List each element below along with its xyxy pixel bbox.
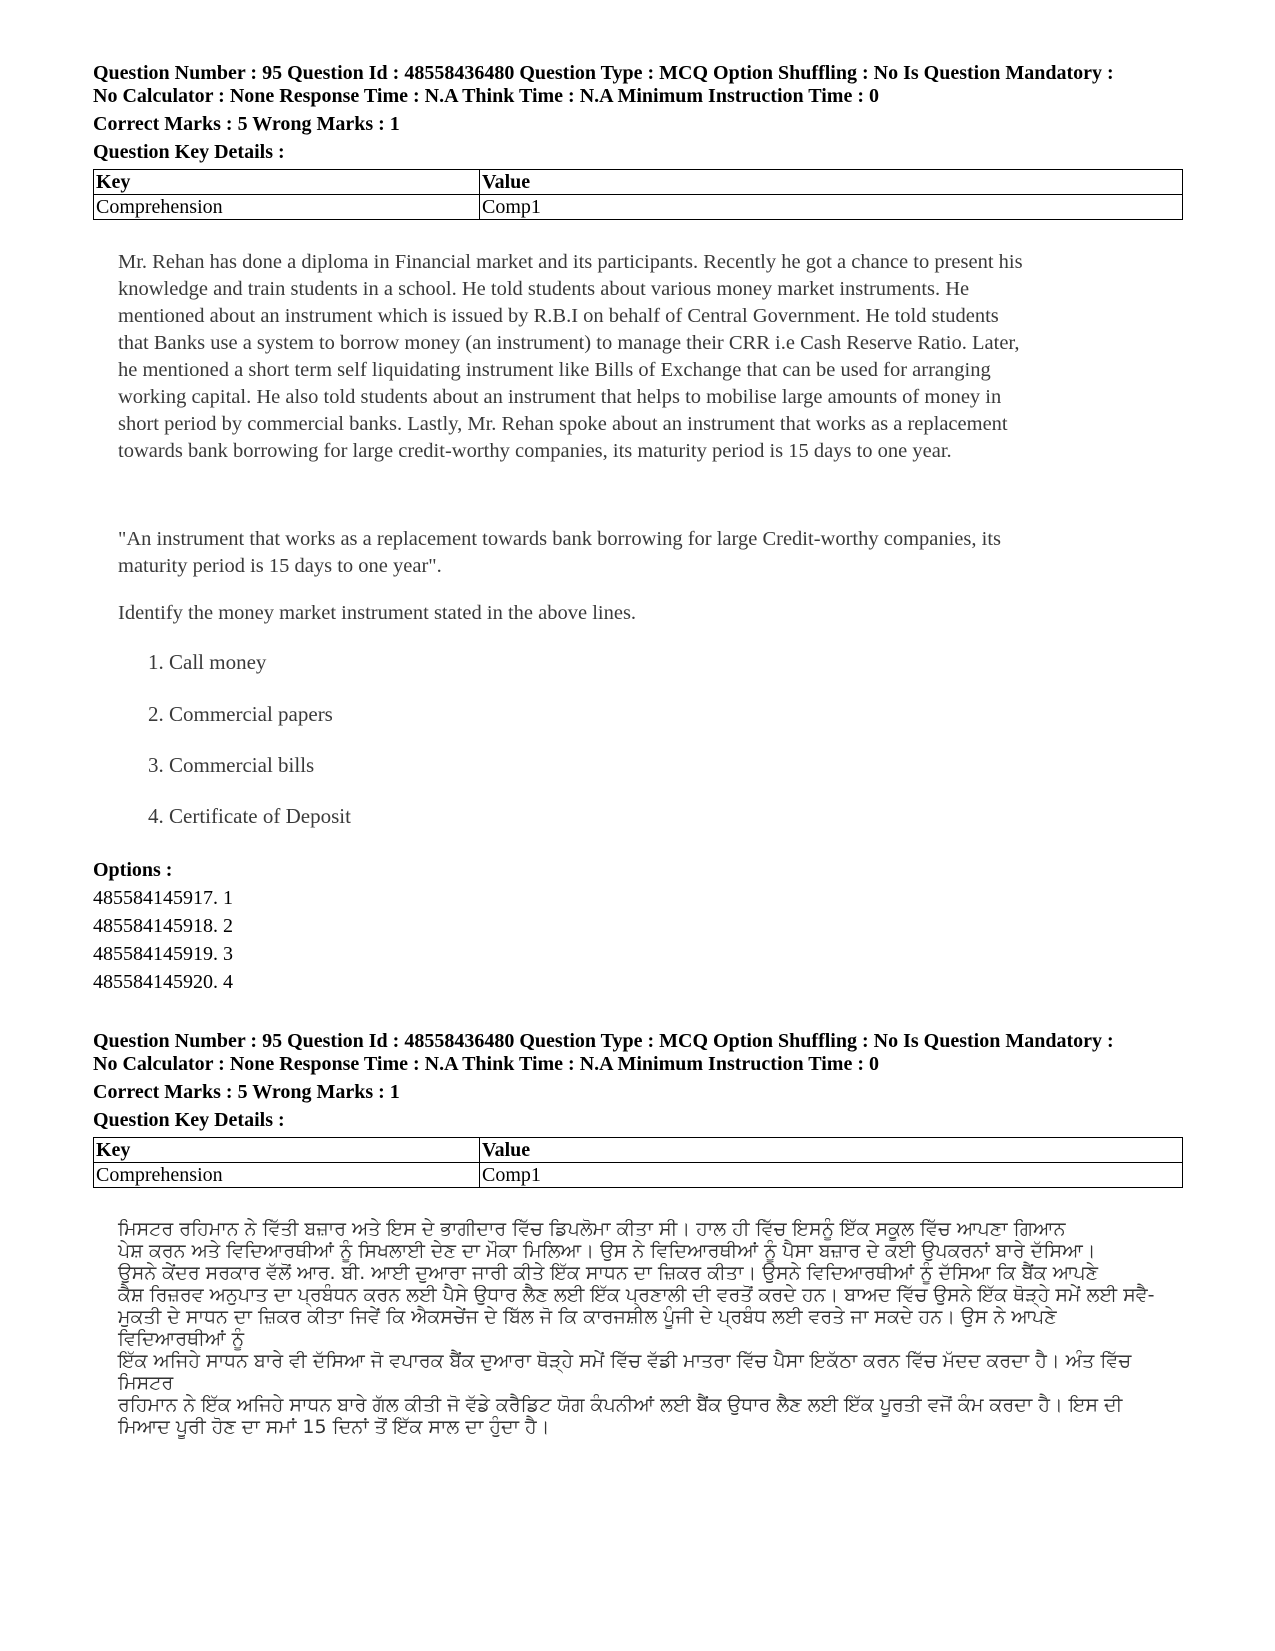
comprehension-passage bbox=[118, 249, 1168, 465]
quote-line: "An instrument that works as a replacement towards bank borrowing for large Credit-worthy companies, its bbox=[118, 528, 1002, 550]
punjabi-line: ਮਿਆਦ ਪੂਰੀ ਹੋਣ ਦਾ ਸਮਾਂ 15 ਦਿਨਾਂ ਤੋਂ ਇੱਕ ਸਾਲ ਦਾ ਹੁੰਦਾ ਹੈ। bbox=[118, 1416, 550, 1438]
options-label: Options : bbox=[93, 859, 173, 881]
quoted-statement bbox=[118, 526, 1168, 580]
table-header-value: Value bbox=[480, 1138, 1183, 1163]
punjabi-line: ਕੈਸ਼ ਰਿਜ਼ਰਵ ਅਨੁਪਾਤ ਦਾ ਪ੍ਰਬੰਧਨ ਕਰਨ ਲਈ ਪੈਸੇ ਉਧਾਰ ਲੈਣ ਲਈ ਇੱਕ ਪ੍ਰਣਾਲੀ ਦੀ ਵਰਤੋਂ ਕਰਦੇ ਹਨ। ਬਾਅਦ ਵਿੱਚ ਉਸਨੇ ਇੱਕ ਥੋੜ੍ਹੇ ਸਮੇਂ ਲਈ ਸਵੈ- bbox=[118, 1284, 1155, 1306]
table-header-key: Key bbox=[94, 170, 480, 195]
punjabi-line: ਮਿਸਟਰ ਰਹਿਮਾਨ ਨੇ ਵਿੱਤੀ ਬਜ਼ਾਰ ਅਤੇ ਇਸ ਦੇ ਭਾਗੀਦਾਰ ਵਿੱਚ ਡਿਪਲੋਮਾ ਕੀਤਾ ਸੀ। ਹਾਲ ਹੀ ਵਿੱਚ ਇਸਨੂੰ ਇੱਕ ਸਕੂਲ ਵਿੱਚ ਆਪਣਾ ਗਿਆਨ bbox=[118, 1218, 1066, 1240]
meta-line-1: Question Number : 95 Question Id : 48558436480 Question Type : MCQ Option Shuffling : No Is Question Mandatory : bbox=[93, 62, 1114, 84]
table-header-row bbox=[94, 170, 1183, 195]
quote-line: maturity period is 15 days to one year". bbox=[118, 555, 442, 577]
option-item: 485584145919. 3 bbox=[93, 943, 233, 965]
meta-line-1: Question Number : 95 Question Id : 48558436480 Question Type : MCQ Option Shuffling : No Is Question Mandatory : bbox=[93, 1030, 1114, 1052]
table-cell-key: Comprehension bbox=[94, 195, 480, 220]
passage-line: short period by commercial banks. Lastly, Mr. Rehan spoke about an instrument that works as a replacement bbox=[118, 413, 1008, 435]
question-prompt-text: Identify the money market instrument stated in the above lines. bbox=[118, 602, 637, 624]
option-item: 485584145917. 1 bbox=[93, 887, 233, 909]
question-meta bbox=[93, 1030, 1183, 1076]
punjabi-passage bbox=[118, 1218, 1168, 1438]
meta-line-2: No Calculator : None Response Time : N.A Think Time : N.A Minimum Instruction Time : 0 bbox=[93, 1053, 879, 1075]
passage-line: towards bank borrowing for large credit-worthy companies, its maturity period is 15 days to one year. bbox=[118, 440, 952, 462]
punjabi-line: ਪੇਸ਼ ਕਰਨ ਅਤੇ ਵਿਦਿਆਰਥੀਆਂ ਨੂੰ ਸਿਖਲਾਈ ਦੇਣ ਦਾ ਮੌਕਾ ਮਿਲਿਆ। ਉਸ ਨੇ ਵਿਦਿਆਰਥੀਆਂ ਨੂੰ ਪੈਸਾ ਬਜ਼ਾਰ ਦੇ ਕਈ ਉਪਕਰਨਾਂ ਬਾਰੇ ਦੱਸਿਆ। bbox=[118, 1240, 1096, 1262]
table-header-key: Key bbox=[94, 1138, 480, 1163]
choice-item: 3. Commercial bills bbox=[148, 753, 315, 777]
choice-item: 2. Commercial papers bbox=[148, 702, 333, 726]
choice-item: 4. Certificate of Deposit bbox=[148, 804, 351, 828]
option-item: 485584145918. 2 bbox=[93, 915, 233, 937]
punjabi-line: ਰਹਿਮਾਨ ਨੇ ਇੱਕ ਅਜਿਹੇ ਸਾਧਨ ਬਾਰੇ ਗੱਲ ਕੀਤੀ ਜੋ ਵੱਡੇ ਕਰੈਡਿਟ ਯੋਗ ਕੰਪਨੀਆਂ ਲਈ ਬੈਂਕ ਉਧਾਰ ਲੈਣ ਲਈ ਇੱਕ ਪੂਰਤੀ ਵਜੋਂ ਕੰਮ ਕਰਦਾ ਹੈ। ਇਸ ਦੀ bbox=[118, 1394, 1123, 1416]
punjabi-line: ਮੁਕਤੀ ਦੇ ਸਾਧਨ ਦਾ ਜ਼ਿਕਰ ਕੀਤਾ ਜਿਵੇਂ ਕਿ ਐਕਸਚੇਂਜ ਦੇ ਬਿੱਲ ਜੋ ਕਿ ਕਾਰਜਸ਼ੀਲ ਪੂੰਜੀ ਦੇ ਪ੍ਰਬੰਧ ਲਈ ਵਰਤੇ ਜਾ ਸਕਦੇ ਹਨ। ਉਸ ਨੇ ਆਪਣੇ ਵਿਦਿਆਰਥੀਆਂ ਨੂੰ bbox=[118, 1306, 1057, 1350]
key-details-table bbox=[93, 1137, 1183, 1188]
question-meta bbox=[93, 62, 1183, 108]
table-cell-value: Comp1 bbox=[480, 195, 1183, 220]
marks-line: Correct Marks : 5 Wrong Marks : 1 bbox=[93, 1081, 400, 1103]
question-prompt bbox=[118, 600, 1168, 627]
passage-line: knowledge and train students in a school. He told students about various money market instruments. He bbox=[118, 278, 970, 300]
meta-line-2: No Calculator : None Response Time : N.A Think Time : N.A Minimum Instruction Time : 0 bbox=[93, 85, 879, 107]
table-row bbox=[94, 1163, 1183, 1188]
key-details-label: Question Key Details : bbox=[93, 1109, 285, 1131]
question-header-2 bbox=[93, 1030, 1183, 1188]
option-item: 485584145920. 4 bbox=[93, 971, 233, 993]
passage-line: that Banks use a system to borrow money (an instrument) to manage their CRR i.e Cash Reserve Ratio. Later, bbox=[118, 332, 1020, 354]
question-header-1 bbox=[93, 62, 1183, 220]
table-cell-key: Comprehension bbox=[94, 1163, 480, 1188]
key-details-label: Question Key Details : bbox=[93, 141, 285, 163]
table-row bbox=[94, 195, 1183, 220]
passage-line: working capital. He also told students about an instrument that helps to mobilise large amounts of money in bbox=[118, 386, 1002, 408]
passage-line: Mr. Rehan has done a diploma in Financial market and its participants. Recently he got a chance to present his bbox=[118, 251, 1023, 273]
key-details-table bbox=[93, 169, 1183, 220]
punjabi-line: ਉਸਨੇ ਕੇਂਦਰ ਸਰਕਾਰ ਵੱਲੋਂ ਆਰ. ਬੀ. ਆਈ ਦੁਆਰਾ ਜਾਰੀ ਕੀਤੇ ਇੱਕ ਸਾਧਨ ਦਾ ਜ਼ਿਕਰ ਕੀਤਾ। ਉਸਨੇ ਵਿਦਿਆਰਥੀਆਂ ਨੂੰ ਦੱਸਿਆ ਕਿ ਬੈਂਕ ਆਪਣੇ bbox=[118, 1262, 1099, 1284]
options-list bbox=[93, 856, 233, 996]
table-header-row bbox=[94, 1138, 1183, 1163]
table-cell-value: Comp1 bbox=[480, 1163, 1183, 1188]
punjabi-line: ਇੱਕ ਅਜਿਹੇ ਸਾਧਨ ਬਾਰੇ ਵੀ ਦੱਸਿਆ ਜੋ ਵਪਾਰਕ ਬੈਂਕ ਦੁਆਰਾ ਥੋੜ੍ਹੇ ਸਮੇਂ ਵਿੱਚ ਵੱਡੀ ਮਾਤਰਾ ਵਿੱਚ ਪੈਸਾ ਇਕੱਠਾ ਕਰਨ ਵਿੱਚ ਮੱਦਦ ਕਰਦਾ ਹੈ। ਅੰਤ ਵਿੱਚ ਮਿਸਟਰ bbox=[118, 1350, 1132, 1394]
table-header-value: Value bbox=[480, 170, 1183, 195]
passage-line: mentioned about an instrument which is issued by R.B.I on behalf of Central Government. He told students bbox=[118, 305, 999, 327]
marks-line: Correct Marks : 5 Wrong Marks : 1 bbox=[93, 113, 400, 135]
passage-line: he mentioned a short term self liquidating instrument like Bills of Exchange that can be used for arranging bbox=[118, 359, 991, 381]
choice-item: 1. Call money bbox=[148, 650, 267, 674]
